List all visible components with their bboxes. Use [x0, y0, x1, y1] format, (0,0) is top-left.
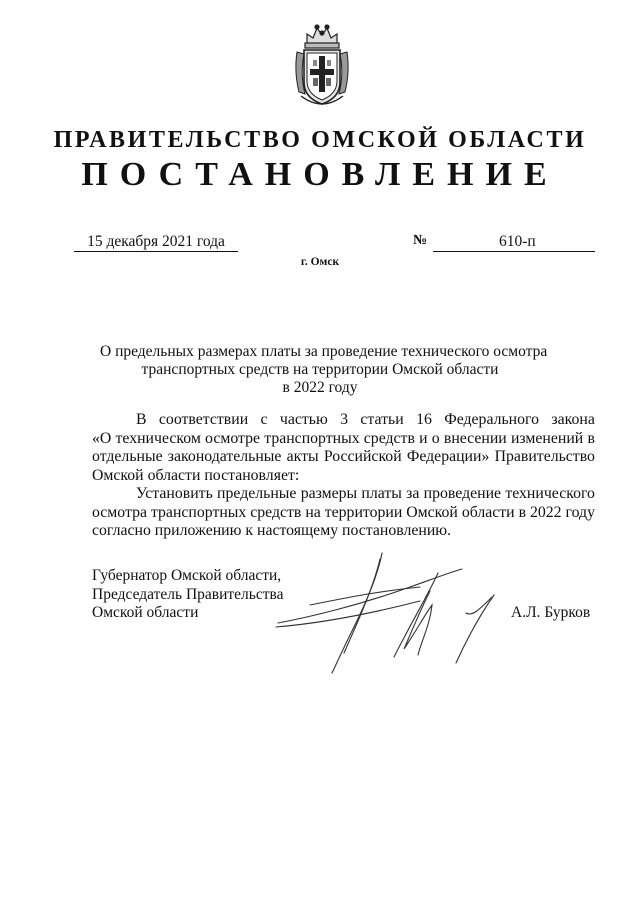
document-date: 15 декабря 2021 года — [74, 232, 238, 252]
word: 16 — [416, 411, 432, 428]
word: Российской — [323, 448, 402, 465]
paragraph-line — [92, 504, 595, 523]
subject-line: в 2022 году — [282, 379, 358, 396]
word: размеры — [300, 485, 358, 502]
word: предельные — [217, 485, 297, 502]
word: области — [461, 503, 515, 521]
paragraph-line: Омской области постановляет: — [92, 466, 300, 484]
number-sign: № — [413, 233, 428, 248]
word: 3 — [340, 411, 349, 428]
word: отдельные — [92, 448, 163, 465]
word: изменений — [510, 429, 584, 447]
word: Омской — [406, 503, 458, 521]
word: внесении — [443, 429, 507, 447]
word: году — [565, 503, 595, 521]
word: статьи — [360, 411, 404, 428]
word: технического — [505, 485, 595, 502]
signer-position-line: Губернатор Омской области, — [92, 567, 282, 584]
document-number: 610-п — [499, 233, 536, 250]
document-subject — [100, 343, 548, 397]
paragraph-line — [92, 430, 595, 449]
word: и — [419, 429, 428, 447]
word: средств — [250, 503, 302, 521]
signer-name: А.Л. Бурков — [511, 604, 591, 621]
word: платы — [361, 485, 402, 502]
word: Установить — [136, 485, 213, 502]
organization-name: ПРАВИТЕЛЬСТВО ОМСКОЙ ОБЛАСТИ — [53, 127, 587, 153]
word: «О — [92, 429, 112, 447]
word: В — [136, 411, 147, 428]
handwritten-signature — [270, 545, 500, 680]
word: средств — [363, 429, 415, 447]
word: проведение — [423, 485, 502, 502]
body-paragraph-1 — [92, 411, 595, 485]
word: за — [406, 485, 420, 502]
city: г. Омск — [300, 256, 340, 268]
document-number-field — [433, 232, 595, 252]
body-paragraph-2 — [92, 485, 595, 541]
word: на — [305, 503, 321, 521]
word: с — [260, 411, 268, 428]
coat-of-arms-icon — [293, 22, 351, 108]
word: закона — [551, 411, 595, 428]
word: соответствии — [158, 411, 249, 428]
word: осмотре — [205, 429, 261, 447]
document-type-title: ПОСТАНОВЛЕНИЕ — [81, 156, 559, 193]
word: транспортных — [264, 429, 360, 447]
paragraph-line: согласно приложению к настоящему постановлению. — [92, 522, 452, 539]
word: Федерального — [444, 411, 540, 428]
subject-line: транспортных средств на территории Омской области — [141, 361, 499, 378]
word: осмотра — [92, 503, 147, 521]
word: техническом — [115, 429, 201, 447]
signer-position-line: Председатель Правительства — [92, 585, 284, 603]
subject-line: О предельных размерах платы за проведение технического осмотра — [100, 343, 548, 360]
word: о — [431, 429, 440, 447]
signer-position-line: Омской области — [92, 604, 199, 621]
paragraph-line — [92, 411, 595, 430]
word: в — [518, 503, 527, 521]
paragraph-line — [92, 485, 595, 504]
paragraph-line — [92, 448, 595, 467]
word: в — [587, 429, 595, 447]
word: территории — [324, 503, 403, 521]
word: акты — [286, 448, 319, 465]
word: законодательные — [167, 448, 282, 465]
word: Правительство — [494, 448, 595, 465]
word: Федерации» — [406, 448, 490, 465]
signer-position — [92, 567, 284, 623]
word: транспортных — [150, 503, 247, 521]
word: частью — [279, 411, 328, 428]
word: 2022 — [529, 503, 562, 521]
